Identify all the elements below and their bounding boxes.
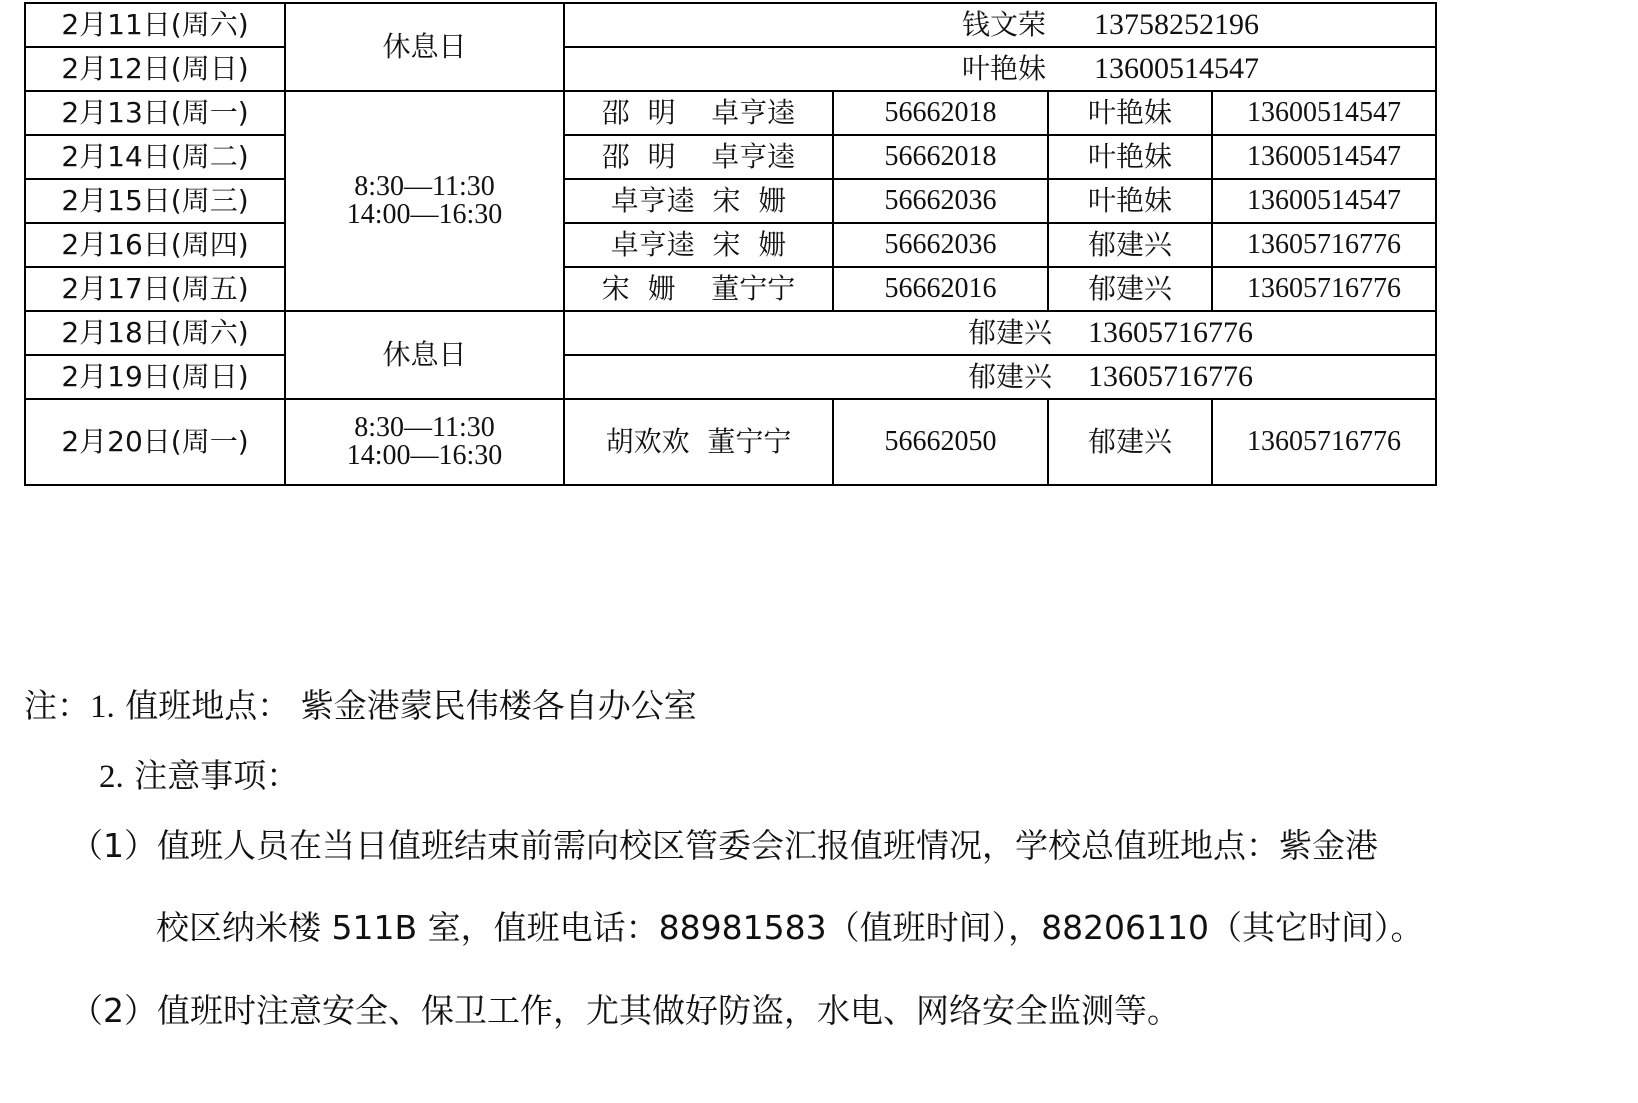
staff-cell: 邵 明 卓亨逵 [564, 91, 833, 135]
office-phone-cell: 56662018 [833, 91, 1048, 135]
weekend-contact-cell [564, 3, 1436, 47]
date-cell: 2月15日(周三) [25, 179, 285, 223]
time-cell: 休息日 [285, 3, 564, 91]
date-cell: 2月17日(周五) [25, 267, 285, 311]
table-row [25, 267, 1436, 311]
note-prefix: 注： [24, 686, 90, 725]
table-row [25, 47, 1436, 91]
office-phone-cell: 56662036 [833, 223, 1048, 267]
table-row [25, 311, 1436, 355]
time-cell [285, 91, 564, 311]
weekend-phone: 13605716776 [1088, 360, 1253, 393]
date-cell: 2月18日(周六) [25, 311, 285, 355]
staff-cell: 卓亨逵 宋 姗 [564, 179, 833, 223]
weekend-name: 郁建兴 [967, 316, 1052, 349]
note-text: 值班地点： 紫金港蒙民伟楼各自办公室 [125, 686, 697, 725]
time-afternoon: 14:00—16:30 [346, 440, 503, 471]
duty-schedule-table [24, 2, 1437, 486]
time-afternoon: 14:00—16:30 [346, 199, 503, 230]
date-cell: 2月11日(周六) [25, 3, 285, 47]
leader-phone-cell: 13600514547 [1212, 179, 1436, 223]
table-row [25, 3, 1436, 47]
note-line-2 [99, 750, 299, 797]
time-morning: 8:30—11:30 [354, 171, 495, 202]
office-phone-cell: 56662016 [833, 267, 1048, 311]
weekend-name: 钱文荣 [961, 8, 1046, 41]
note-line-4: 校区纳米楼 511B 室，值班电话：88981583（值班时间），88206110（其它时间）。 [156, 908, 1424, 947]
date-cell: 2月14日(周二) [25, 135, 285, 179]
note-line-3: （1）值班人员在当日值班结束前需向校区管委会汇报值班情况，学校总值班地点：紫金港 [70, 826, 1378, 865]
note-line-1 [24, 680, 697, 727]
time-morning: 8:30—11:30 [354, 412, 495, 443]
table-row [25, 91, 1436, 135]
leader-cell: 叶艳妹 [1048, 135, 1212, 179]
weekend-phone: 13600514547 [1094, 52, 1259, 85]
weekend-name: 叶艳妹 [961, 52, 1046, 85]
staff-cell: 宋 姗 董宁宁 [564, 267, 833, 311]
leader-cell: 叶艳妹 [1048, 179, 1212, 223]
note-line-5: （2）值班时注意安全、保卫工作，尤其做好防盗，水电、网络安全监测等。 [70, 991, 1180, 1030]
leader-cell: 叶艳妹 [1048, 91, 1212, 135]
leader-phone-cell: 13605716776 [1212, 399, 1436, 485]
leader-cell: 郁建兴 [1048, 267, 1212, 311]
date-cell: 2月13日(周一) [25, 91, 285, 135]
date-cell: 2月19日(周日) [25, 355, 285, 399]
leader-phone-cell: 13600514547 [1212, 135, 1436, 179]
staff-cell: 邵 明 卓亨逵 [564, 135, 833, 179]
weekend-contact-cell [564, 47, 1436, 91]
office-phone-cell: 56662050 [833, 399, 1048, 485]
table-row [25, 399, 1436, 485]
table-row [25, 223, 1436, 267]
table-row [25, 135, 1436, 179]
weekend-phone: 13605716776 [1088, 316, 1253, 349]
weekend-name: 郁建兴 [967, 360, 1052, 393]
office-phone-cell: 56662036 [833, 179, 1048, 223]
leader-phone-cell: 13605716776 [1212, 223, 1436, 267]
weekend-contact-cell [564, 355, 1436, 399]
note-number: 2. [99, 759, 124, 795]
time-cell: 休息日 [285, 311, 564, 399]
date-cell: 2月16日(周四) [25, 223, 285, 267]
note-number: 1. [90, 689, 115, 725]
weekend-contact-cell [564, 311, 1436, 355]
staff-cell: 胡欢欢 董宁宁 [564, 399, 833, 485]
table-row [25, 355, 1436, 399]
table-row [25, 179, 1436, 223]
note-text: 注意事项： [134, 756, 300, 795]
date-cell: 2月20日(周一) [25, 399, 285, 485]
leader-phone-cell: 13605716776 [1212, 267, 1436, 311]
date-cell: 2月12日(周日) [25, 47, 285, 91]
leader-cell: 郁建兴 [1048, 399, 1212, 485]
weekend-phone: 13758252196 [1094, 8, 1259, 41]
office-phone-cell: 56662018 [833, 135, 1048, 179]
leader-phone-cell: 13600514547 [1212, 91, 1436, 135]
leader-cell: 郁建兴 [1048, 223, 1212, 267]
staff-cell: 卓亨逵 宋 姗 [564, 223, 833, 267]
time-cell [285, 399, 564, 485]
